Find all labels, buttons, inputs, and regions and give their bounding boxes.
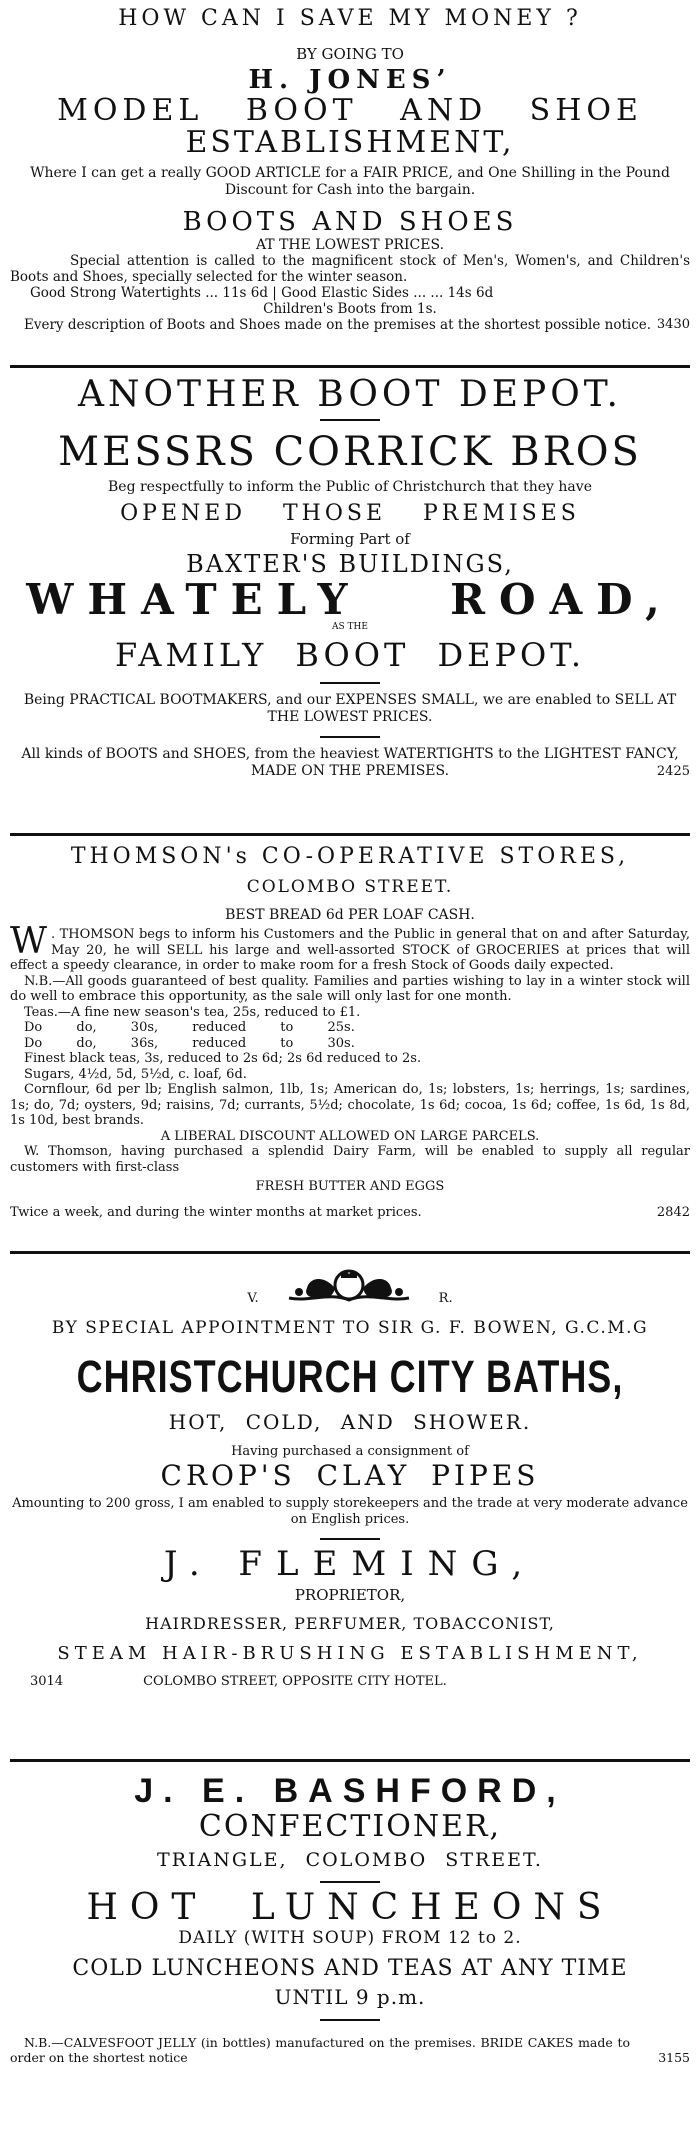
ad5-number: 3155 [658, 2050, 690, 2065]
ad5-until: UNTIL 9 p.m. [274, 1985, 426, 2009]
ad-bashford [10, 1762, 690, 2152]
ad1-boots-heading: BOOTS AND SHOES [182, 207, 518, 237]
ad3-teas1: Teas.—A fine new season's tea, 25s, reduced to £1. [24, 1004, 361, 1020]
ad-h-jones [10, 0, 690, 365]
ad2-family: FAMILY BOOT DEPOT. [114, 636, 586, 674]
ad3-black: Finest black teas, 3s, reduced to 2s 6d; 2s 6d reduced to 2s. [24, 1051, 422, 1066]
ad5-triangle: TRIANGLE, COLOMBO STREET. [157, 1849, 543, 1871]
ad2-headline: ANOTHER BOOT DEPOT. [78, 374, 622, 415]
ad2-all-kinds: All kinds of BOOTS and SHOES, from the heaviest WATERTIGHTS to the LIGHTEST FANCY, MADE ON THE PREMISES. [21, 746, 679, 779]
royal-crest-row [10, 1254, 690, 1306]
short-rule [320, 1538, 380, 1540]
ad1-special: Special attention is called to the magnificent stock of Men's, Women's, and Children's Boots and Shoes, specially selected for the winter season. [10, 253, 690, 285]
ad2-as-the: AS THE [332, 622, 368, 632]
ad3-intro: . THOMSON begs to inform his Customers and the Public in general that on and after Saturday, May 20, he will SELL his large and well-assorted STOCK of GROCERIES at prices that will effect a speedy clearance, in order to make room for a fresh Stock of Goods daily expected. [10, 927, 690, 973]
short-rule [320, 1881, 380, 1883]
ad3-intro-para [10, 921, 690, 974]
ad3-drop-cap: W [10, 921, 48, 962]
ad2-baxter: BAXTER'S BUILDINGS, [186, 550, 514, 578]
ad3-teas3: Do do, 36s, reduced to 30s. [24, 1035, 355, 1051]
ad2-whately: WHATELY ROAD, [26, 575, 674, 624]
ad1-firm: H. JONES’ [248, 65, 452, 95]
ad1-line-model: MODEL BOOT AND SHOE [57, 93, 643, 128]
ad3-bread: BEST BREAD 6d PER LOAF CASH. [225, 907, 475, 923]
ad5-confectioner: CONFECTIONER, [198, 1809, 502, 1844]
ad4-steam: STEAM HAIR-BRUSHING ESTABLISHMENT, [57, 1643, 643, 1664]
ad3-street: COLOMBO STREET. [246, 877, 454, 897]
ad3-sugars: Sugars, 4½d, 5d, 5½d, c. loaf, 6d. [24, 1066, 247, 1082]
ad4-having: Having purchased a consignment of [231, 1444, 469, 1459]
ad1-children: Children's Boots from 1s. [263, 301, 437, 317]
short-rule [320, 736, 380, 738]
crest-left-letter: V. [247, 1291, 259, 1306]
ad1-line-estab: ESTABLISHMENT, [185, 125, 515, 160]
crest-right-letter: R. [438, 1291, 453, 1306]
ad4-number: 3014 [30, 1674, 64, 1689]
ad3-liberal: A LIBERAL DISCOUNT ALLOWED ON LARGE PARCELS. [160, 1128, 540, 1144]
short-rule [320, 419, 380, 421]
ad4-appointment: BY SPECIAL APPOINTMENT TO SIR G. F. BOWEN, G.C.M.G [51, 1318, 649, 1338]
ad-thomson-stores [10, 836, 690, 1251]
ad3-twice: Twice a week, and during the winter months at market prices. [10, 1204, 422, 1220]
ad4-pipes: CROP'S CLAY PIPES [160, 1459, 540, 1492]
ad4-footer-row [10, 1674, 690, 1689]
ad1-prices-line: Good Strong Watertights ... 11s 6d | Good Elastic Sides ... ... 14s 6d [30, 285, 494, 301]
ad5-hot: HOT LUNCHEONS [86, 1887, 614, 1928]
ad3-footer-row [10, 1205, 690, 1220]
ad4-proprietor: PROPRIETOR, [294, 1586, 406, 1604]
ad2-firm: MESSRS CORRICK BROS [58, 429, 642, 475]
ad3-nb: N.B.—All goods guaranteed of best quality. Families and parties wishing to lay in a winter stock will do well to embrace this opportunity, as the sale will only last for one month. [10, 973, 690, 1004]
ad2-practical: Being PRACTICAL BOOTMAKERS, and our EXPENSES SMALL, we are enabled to SELL AT THE LOWEST PRICES. [23, 692, 677, 725]
ad4-fleming: J. FLEMING, [163, 1544, 537, 1584]
ad1-number: 3430 [656, 317, 690, 332]
ad3-dairy: W. Thomson, having purchased a splendid Dairy Farm, will be enabled to supply all regular customers with first-class [10, 1144, 690, 1175]
ad2-forming: Forming Part of [290, 530, 410, 548]
ad4-address: COLOMBO STREET, OPPOSITE CITY HOTEL. [143, 1674, 447, 1689]
ad4-hot: HOT, COLD, AND SHOWER. [168, 1410, 532, 1434]
ad5-nb: N.B.—CALVESFOOT JELLY (in bottles) manufactured on the premises. BRIDE CAKES made to order on the shortest notice [10, 2035, 630, 2065]
ad1-headline: HOW CAN I SAVE MY MONEY ? [118, 6, 582, 31]
ad5-footer-row [10, 2035, 690, 2065]
ad1-by-going: BY GOING TO [296, 45, 404, 63]
ad2-number: 2425 [656, 764, 690, 779]
ad4-hairdresser: HAIRDRESSER, PERFUMER, TOBACCONIST, [145, 1614, 555, 1633]
ad5-cold: COLD LUNCHEONS AND TEAS AT ANY TIME [72, 1956, 628, 1981]
ad3-headline: THOMSON's CO-OPERATIVE STORES, [70, 844, 630, 869]
ad5-daily: DAILY (WITH SOUP) FROM 12 to 2. [178, 1928, 522, 1948]
ad3-number: 2842 [656, 1204, 690, 1220]
ad2-opened: OPENED THOSE PREMISES [120, 501, 580, 526]
ad3-teas2: Do do, 30s, reduced to 25s. [24, 1020, 355, 1035]
ad5-firm: J. E. BASHFORD, [134, 1772, 566, 1810]
ad-city-baths [10, 1254, 690, 1759]
ad1-lowest: AT THE LOWEST PRICES. [255, 237, 445, 253]
ad-corrick-bros [10, 368, 690, 833]
ad1-every: Every description of Boots and Shoes made on the premises at the shortest possible notice. [24, 317, 652, 333]
ad4-amounting: Amounting to 200 gross, I am enabled to supply storekeepers and the trade at very moderate advance on English prices. [12, 1496, 688, 1527]
ad1-where: Where I can get a really GOOD ARTICLE for a FAIR PRICE, and One Shilling in the Pound Discount for Cash into the bargain. [30, 165, 670, 198]
ad2-beg: Beg respectfully to inform the Public of Christchurch that they have [108, 479, 592, 495]
ad3-butter: FRESH BUTTER AND EGGS [255, 1179, 445, 1194]
newspaper-column [10, 0, 690, 2152]
short-rule [320, 682, 380, 684]
ad4-baths: CHRISTCHURCH CITY BATHS, [76, 1350, 624, 1402]
royal-crest-icon [279, 1268, 419, 1306]
short-rule [320, 2019, 380, 2021]
ad3-cornflour: Cornflour, 6d per lb; English salmon, 1lb, 1s; American do, 1s; lobsters, 1s; herrings, 1s; sardines, 1s; do, 7d; oysters, 9d; raisins, 7d; currants, 5½d; chocolate, 1s 6d; cocoa, 1s 6d; coffee, 1s 6d, 1s 8d, 1s 10d, best brands. [10, 1082, 690, 1128]
